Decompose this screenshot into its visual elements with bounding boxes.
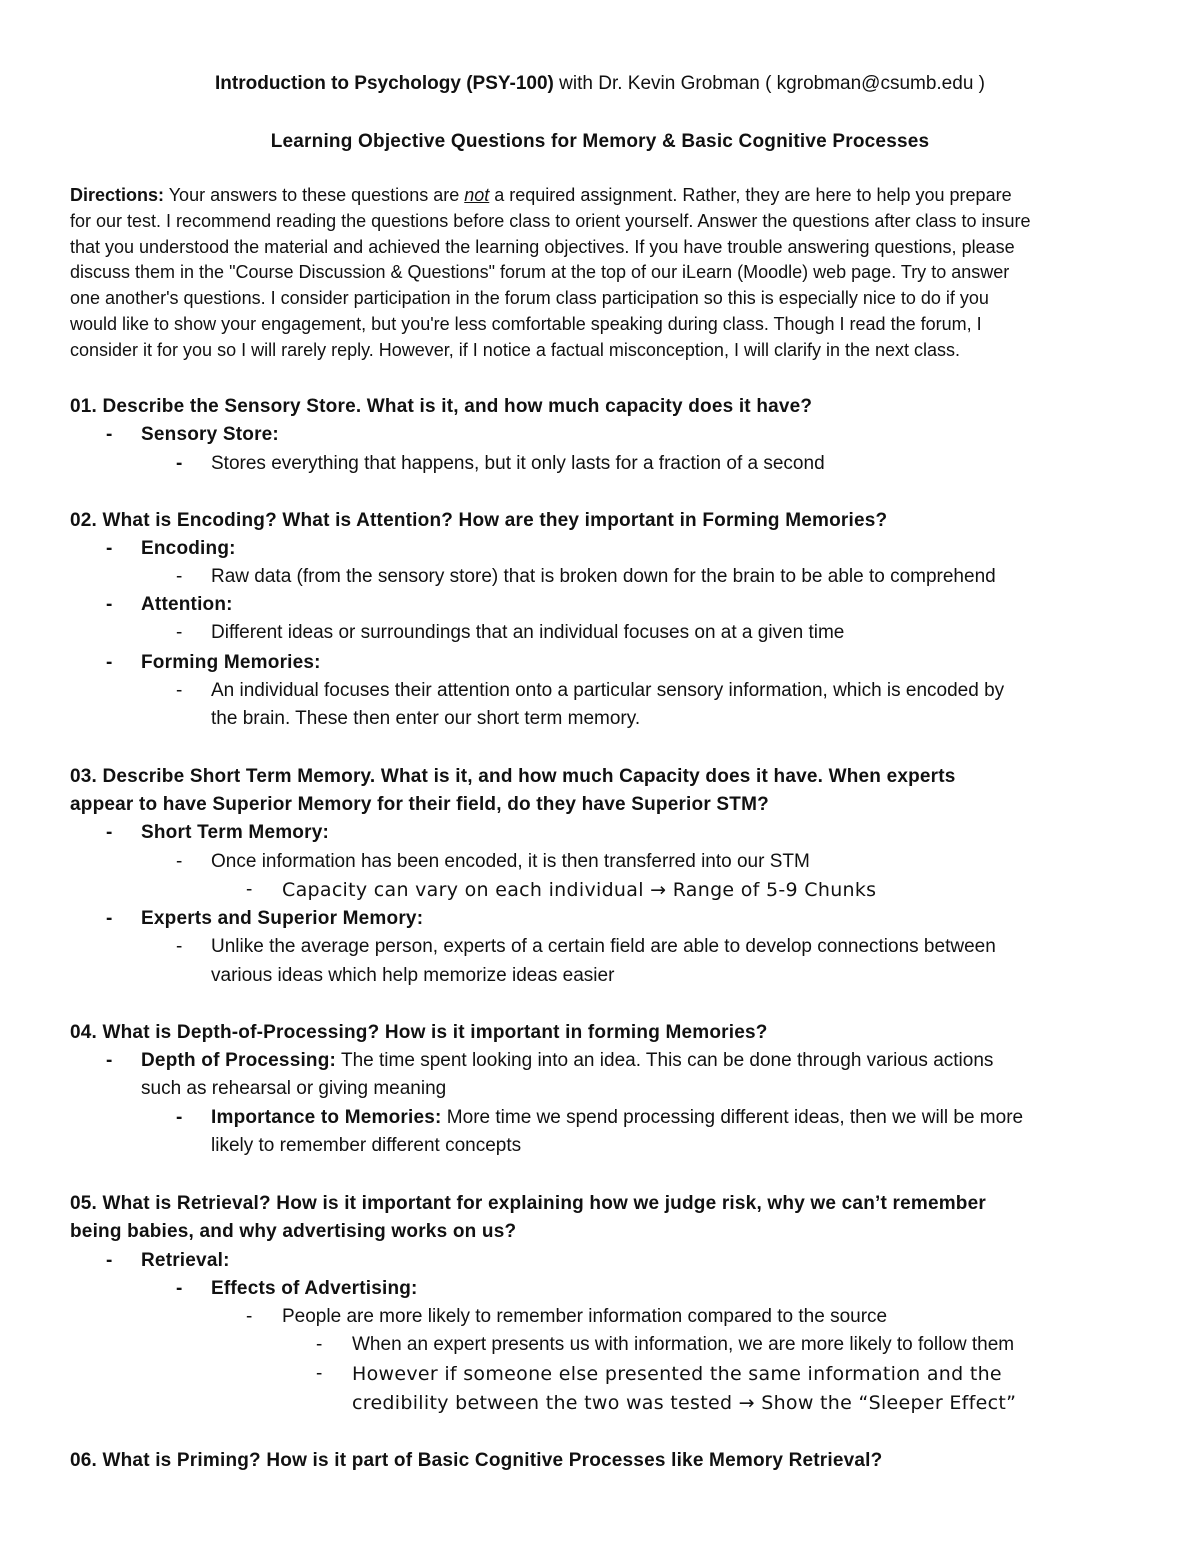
- question-01: 01. Describe the Sensory Store. What is it, and how much capacity does it have?: [70, 396, 813, 417]
- question-03: 03. Describe Short Term Memory. What is it, and how much Capacity does it have. When experts: [70, 766, 956, 787]
- directions-paragraph: Directions: Your answers to these questions are not a required assignment. Rather, they are here to help you prepare for our test. I recommend reading the questions before class to orient yourself. Answer the questions after class to insure that you understood the material and achieved the learning objectives. If you have trouble answering questions, please discuss them in the "Course Discussion & Questions" forum at the top of our iLearn (Moodle) web page. Try to answer one another's questions. I consider participation in the forum class participation so this is especially nice to do if you would like to show your engagement, but you're less comfortable speaking during class. Though I read the forum, I consider it for you so I will rarely reply. However, if I notice a factual misconception, I will clarify in the next class.: [70, 185, 1031, 360]
- question-03-continued: appear to have Superior Memory for their field, do they have Superior STM?: [70, 794, 769, 815]
- question-06: 06. What is Priming? How is it part of Basic Cognitive Processes like Memory Retrieval?: [70, 1450, 883, 1471]
- course-title: Introduction to Psychology (PSY-100): [215, 73, 554, 94]
- emphasis-not: not: [464, 185, 490, 205]
- instructor-info: with Dr. Kevin Grobman ( kgrobman@csumb.edu ): [553, 73, 985, 94]
- directions-label: Directions:: [70, 185, 165, 205]
- question-02: 02. What is Encoding? What is Attention? How are they important in Forming Memories?: [70, 510, 888, 531]
- question-05: 05. What is Retrieval? How is it important for explaining how we judge risk, why we can’t remember: [70, 1193, 986, 1214]
- document-title: Learning Objective Questions for Memory & Basic Cognitive Processes: [270, 131, 930, 152]
- course-header: [70, 71, 1130, 97]
- question-04: 04. What is Depth-of-Processing? How is it important in forming Memories?: [70, 1022, 768, 1043]
- question-05-continued: being babies, and why advertising works on us?: [70, 1221, 517, 1242]
